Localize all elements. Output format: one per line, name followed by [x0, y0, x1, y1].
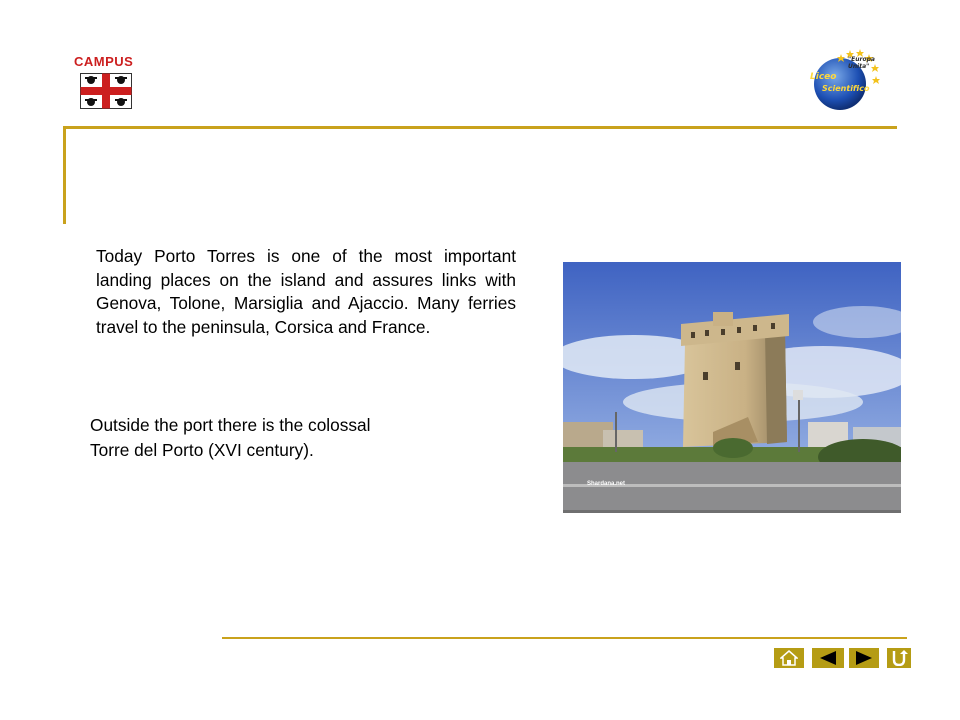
liceo-logo-motto: "Europa Unita" [848, 56, 875, 70]
frame-left-divider [63, 126, 66, 224]
paragraph-line: Outside the port there is the colossal [90, 415, 371, 435]
home-button[interactable] [774, 648, 804, 668]
return-icon [890, 650, 908, 666]
photo-watermark: Shardana.net [587, 481, 626, 487]
liceo-logo-text-line1: Liceo [810, 72, 837, 82]
arrow-right-icon [855, 651, 873, 665]
arrow-left-icon [819, 651, 837, 665]
campus-logo [74, 54, 138, 112]
liceo-logo [808, 44, 882, 116]
body-paragraph-torre-del-porto [90, 413, 470, 462]
torre-del-porto-photo [563, 262, 901, 513]
frame-top-divider [63, 126, 897, 129]
next-slide-button[interactable] [849, 648, 879, 668]
campus-logo-text: CAMPUS [74, 54, 134, 69]
paragraph-line: Torre del Porto (XVI century). [90, 439, 314, 460]
sardinia-flag-icon [80, 73, 132, 109]
return-button[interactable] [887, 648, 911, 668]
home-icon [780, 650, 798, 666]
body-paragraph-porto-torres: Today Porto Torres is one of the most important landing places on the island and assures links with Genova, Tolone, Marsiglia and Ajaccio. Many ferries travel to the peninsula, Corsica and France. [96, 246, 516, 338]
footer-divider [222, 637, 907, 639]
previous-slide-button[interactable] [812, 648, 844, 668]
liceo-logo-text-line2: Scientifico [822, 84, 870, 93]
